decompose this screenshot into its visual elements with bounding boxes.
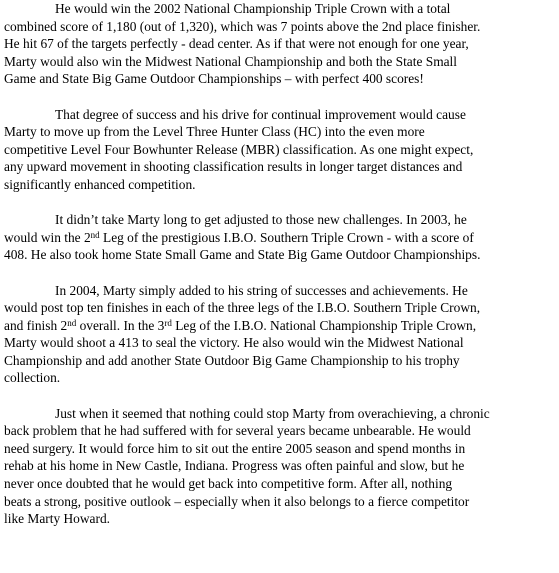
text-line: Game and State Big Game Outdoor Championships – with perfect 400 scores! xyxy=(4,71,424,87)
paragraph-2004-season xyxy=(4,282,555,388)
text-line xyxy=(4,246,555,264)
ordinal-suffix: nd xyxy=(90,229,100,240)
text-run: Marty would shoot a 413 to seal the victory. He also would win the Midwest National xyxy=(4,335,464,351)
text-line: Marty to move up from the Level Three Hunter Class (HC) into the even more xyxy=(4,124,425,140)
text-run: and finish 2 xyxy=(4,317,68,333)
text-line: need surgery. It would force him to sit out the entire 2005 season and spend months in xyxy=(4,440,466,456)
ordinal-suffix: nd xyxy=(67,317,77,328)
text-run: Championship and add another State Outdoor Big Game Championship to his trophy xyxy=(4,352,460,368)
paragraph-2003-season xyxy=(4,211,555,264)
text-line: He hit 67 of the targets perfectly - dead center. As if that were not enough for one year, xyxy=(4,36,469,52)
text-line: significantly enhanced competition. xyxy=(4,176,196,192)
text-run: Leg of the prestigious I.B.O. Southern Triple Crown - with a score of xyxy=(99,229,474,245)
text-line xyxy=(4,299,555,317)
text-run: overall. In the 3 xyxy=(76,317,165,333)
text-run: Leg of the I.B.O. National Championship Triple Crown, xyxy=(171,317,477,333)
text-line xyxy=(4,211,555,229)
text-line: Just when it seemed that nothing could stop Marty from overachieving, a chronic xyxy=(55,405,490,421)
text-line: That degree of success and his drive for continual improvement would cause xyxy=(55,106,466,122)
text-run: 408. He also took home State Small Game and State Big Game Outdoor Championships. xyxy=(4,247,481,263)
text-line: He would win the 2002 National Championship Triple Crown with a total xyxy=(55,1,451,16)
text-run: would post top ten finishes in each of the three legs of the I.B.O. Southern Triple Crown, xyxy=(4,300,481,316)
text-line: like Marty Howard. xyxy=(4,511,110,527)
text-line: competitive Level Four Bowhunter Release (MBR) classification. As one might expect, xyxy=(4,141,474,157)
text-line xyxy=(4,369,555,387)
text-line: Marty would also win the Midwest National Championship and both the State Small xyxy=(4,53,457,69)
paragraph-2002-season xyxy=(4,0,555,88)
paragraph-classification-move xyxy=(4,106,555,194)
ordinal-suffix: rd xyxy=(164,317,172,328)
paragraph-back-surgery xyxy=(4,405,555,528)
text-line xyxy=(4,352,555,370)
text-line: back problem that he had suffered with for several years became unbearable. He would xyxy=(4,423,471,439)
text-run: collection. xyxy=(4,370,61,386)
text-line: beats a strong, positive outlook – especially when it also belongs to a fierce competitor xyxy=(4,493,470,509)
text-line xyxy=(4,282,555,300)
text-line: never once doubted that he would get back into competitive form. After all, nothing xyxy=(4,476,453,492)
text-line: any upward movement in shooting classification results in longer target distances and xyxy=(4,159,463,175)
text-line xyxy=(4,334,555,352)
text-run: would win the 2 xyxy=(4,229,91,245)
text-line xyxy=(4,229,555,247)
text-run: In 2004, Marty simply added to his string of successes and achievements. He xyxy=(55,282,468,298)
text-run: It didn’t take Marty long to get adjusted to those new challenges. In 2003, he xyxy=(55,212,467,228)
text-line: combined score of 1,180 (out of 1,320), which was 7 points above the 2nd place finisher. xyxy=(4,18,481,34)
text-line xyxy=(4,317,555,335)
text-line: rehab at his home in New Castle, Indiana. Progress was often painful and slow, but he xyxy=(4,458,465,474)
